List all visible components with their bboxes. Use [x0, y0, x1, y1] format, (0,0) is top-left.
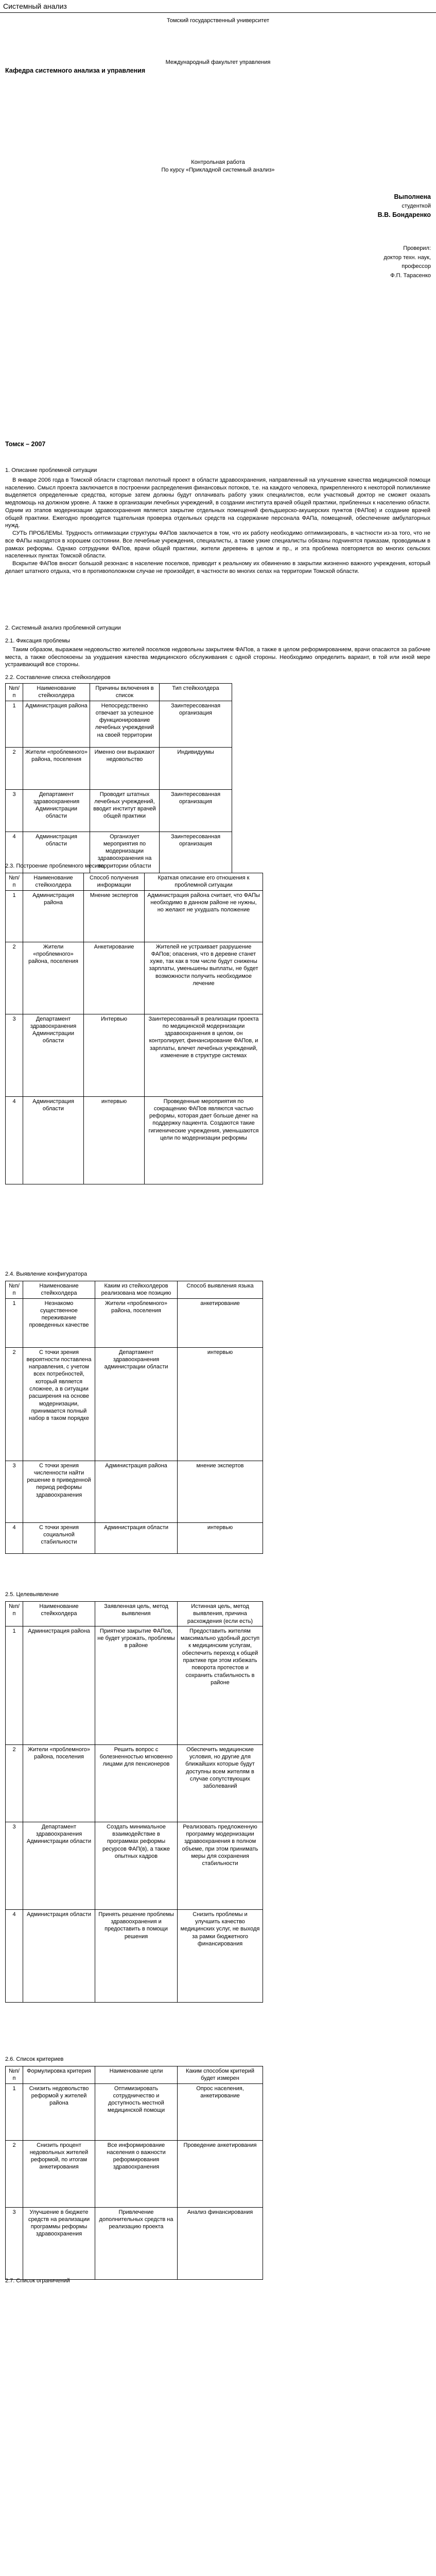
table-cell: Снизить недовольство реформой у жителей района	[23, 2083, 95, 2140]
table-cell: Заинтересованный в реализации проекта по медицинской модернизации здравоохранения в целом, он контролирует, финансирование ФАПов, и зарплаты, влечет лечебных учреждений, изменение в структуре системах	[145, 1014, 263, 1096]
section-2-1-heading: 2.1. Фиксация проблемы	[5, 638, 70, 644]
table-cell: Жителей не устраивает разрушение ФАПов; опасения, что в деревне станет хуже, так как в том числе будут снижены зарплаты, уменьшены выплаты, не будет возможности получить необходимое лечение	[145, 942, 263, 1014]
table-cell: 2	[6, 1744, 23, 1822]
table-cell: Администрация области	[23, 832, 90, 873]
table-cell: интервью	[178, 1522, 263, 1553]
column-header: Наименование стейкхолдера	[23, 684, 90, 701]
course-name: По курсу «Прикладной системный анализ»	[161, 167, 275, 173]
column-header: Наименование цели	[95, 2066, 178, 2084]
table-cell: Снизить процент недовольных жителей реформой, по итогам анкетирования	[23, 2140, 95, 2207]
table-row	[6, 1822, 263, 1909]
checker-name: Ф.П. Тарасенко	[390, 272, 431, 279]
table-row	[6, 1347, 263, 1461]
table-cell: 4	[6, 832, 23, 873]
table-row	[6, 942, 263, 1014]
table-cell: анкетирование	[178, 1298, 263, 1347]
table-cell: интервью	[84, 1096, 145, 1184]
table-header-row	[6, 2066, 263, 2084]
work-type: Контрольная работа	[191, 159, 245, 165]
table-cell: Администрация района	[23, 701, 90, 747]
table-row	[6, 890, 263, 942]
column-header: №п/п	[6, 1602, 23, 1626]
table-cell: Индивидуумы	[160, 747, 232, 789]
section-2-1-text	[5, 646, 430, 669]
checker-label-1: Проверил:	[403, 245, 431, 251]
author-label-1: Выполнена	[394, 193, 431, 200]
section-1-text	[5, 477, 430, 575]
table-cell: Заинтересованная организация	[160, 701, 232, 747]
table-cell: 2	[6, 1347, 23, 1461]
table-cell: Непосредственно отвечает за успешное функционирование лечебных учреждений на своей территории	[90, 701, 160, 747]
table-cell: Обеспечить медицинские условия, но другие для ближайших которые будут доступны всем жителям в случае сопутствующих заболеваний	[178, 1744, 263, 1822]
table-cell: интервью	[178, 1347, 263, 1461]
column-header: Краткая описание его отношения к проблемной ситуации	[145, 873, 263, 891]
table-cell: Администрация области	[23, 1909, 95, 2002]
section-1-paragraph: СУТЬ ПРОБЛЕМЫ. Трудность оптимизации структуры ФАПов заключается в том, что их работу необходимо оптимизировать, в частности из-за того, что не все ФАПы находятся в хорошем состоянии. Все лечебные учреждения, специалисты, а также узкие специалисты обязаны подчинятся приказам, проводимым в рамках реформы. Однако сотрудники ФАПов, врачи общей практики, жители деревень в целом и пр., и эта проблема повторяется во многих сельских населенных пунктах Томской области.	[5, 530, 430, 560]
table-cell: Решить вопрос с болезненностью мгновенно лицами для пенсионеров	[95, 1744, 178, 1822]
section-2-2-heading: 2.2. Составление списка стейкхолдеров	[5, 674, 111, 681]
table-cell: 4	[6, 1096, 23, 1184]
checker-label-2: доктор техн. наук,	[383, 254, 431, 261]
table-header-row	[6, 1602, 263, 1626]
goals-table	[5, 1601, 263, 2003]
table-row	[6, 1014, 263, 1096]
table-cell: Предоставить жителям максимально удобный доступ к медицинским услугам, обеспечить переход к общей практике при этом избежать поворота протестов и сохранить стабильность в районе	[178, 1626, 263, 1744]
column-header: Формулировка критерия	[23, 2066, 95, 2084]
table-cell: Администрация области	[23, 1096, 84, 1184]
stakeholders-table	[5, 683, 232, 873]
table-cell: 2	[6, 747, 23, 789]
section-2-6-heading: 2.6. Список критериев	[5, 2056, 64, 2062]
table-cell: 3	[6, 789, 23, 832]
author-name: В.В. Бондаренко	[377, 211, 431, 219]
problem-mess-table	[5, 873, 263, 1184]
author-block	[266, 193, 431, 220]
table-cell: 3	[6, 1014, 23, 1096]
table-cell: Оптимизировать сотрудничество и доступность местной медицинской помощи	[95, 2083, 178, 2140]
table-cell: 3	[6, 1461, 23, 1522]
table-cell: Именно они выражают недовольство	[90, 747, 160, 789]
column-header: Каким из стейкхолдеров реализована мое позицию	[95, 1281, 178, 1299]
table-cell: С точки зрения численности найти решение в приведенной период реформы здравоохранения	[23, 1461, 95, 1522]
table-row	[6, 1461, 263, 1522]
column-header: №п/п	[6, 1281, 23, 1299]
table-cell: Департамент здравоохранения Администрации области	[23, 1014, 84, 1096]
table-row	[6, 2083, 263, 2140]
table-cell: Администрация района считает, что ФАПы необходимо в данном районе не нужны, но желают не ухудшать положение	[145, 890, 263, 942]
table-cell: Проводит штатных лечебных учреждений, вводит институт врачей общей практики	[90, 789, 160, 832]
table-cell: 4	[6, 1909, 23, 2002]
column-header: Заявленная цель, метод выявления	[95, 1602, 178, 1626]
document-title: Системный анализ	[3, 2, 67, 10]
section-1-heading: 1. Описание проблемной ситуации	[5, 467, 97, 473]
table-cell: 3	[6, 1822, 23, 1909]
configurator-table	[5, 1281, 263, 1554]
table-cell: 2	[6, 942, 23, 1014]
section-2-3-heading: 2.3. Построение проблемного месива	[5, 863, 104, 869]
faculty-name: Международный факультет управления	[165, 59, 271, 65]
column-header: Наименование стейкхолдера	[23, 1602, 95, 1626]
table-cell: Заинтересованная организация	[160, 789, 232, 832]
table-cell: С точки зрения вероятности поставлена направления, с учетом всех потребностей, который является сложнее, а в ситуации расширения на основе модернизации, принимается полный набор в таком порядке	[23, 1347, 95, 1461]
table-row	[6, 2140, 263, 2207]
section-1-paragraph: В январе 2006 года в Томской области стартовал пилотный проект в области здравоохранения, направленный на улучшение качества медицинской помощи населению. Смысл проекта заключается в построении распределения финансовых потоков, т.е. на каждого человека, прикрепленного к некоторой поликлинике выделяется определенные средства, которые затем должны будут оплачивать работу узких специалистов, если участковый доктор не сможет оказать медпомощь на должном уровне. А также в организации лечебных учреждений, в создании института врачей общей практики, прибленных к населению области. Одним из этапов модернизации здравоохранения является закрытие отдельных помещений фельдшерско-акушерских пунктов (ФАПов) и создание врачей общей практики. Ежегодно проводится тщательная проверка отдельных средств на содержание персонала ФАПа, помещений, обеспечение амбулаторных нужд.	[5, 477, 430, 529]
table-cell: мнение экспертов	[178, 1461, 263, 1522]
table-cell: 3	[6, 2207, 23, 2279]
chair-name: Кафедра системного анализа и управления	[5, 67, 146, 74]
table-cell: Жители «проблемного» района, поселения	[23, 747, 90, 789]
table-cell: Интервью	[84, 1014, 145, 1096]
criteria-table	[5, 2066, 263, 2280]
table-cell: Департамент здравоохранения Администрации области	[23, 1822, 95, 1909]
table-row	[6, 1626, 263, 1744]
section-2-7-heading: 2.7. Список ограничений	[5, 2278, 70, 2284]
table-cell: Анализ финансирования	[178, 2207, 263, 2279]
table-cell: 1	[6, 701, 23, 747]
table-cell: Опрос населения, анкетирование	[178, 2083, 263, 2140]
column-header: №п/п	[6, 684, 23, 701]
table-cell: Снизить проблемы и улучшить качество медицинских услуг, не выходя за рамки бюджетного финансирования	[178, 1909, 263, 2002]
table-cell: Анкетирование	[84, 942, 145, 1014]
table-cell: 1	[6, 1626, 23, 1744]
section-2-1-paragraph: Таким образом, выражаем недовольство жителей поселков недовольны закрытием ФАПов, а также в целом реформированием, врачи опасаются за рабочие места, а также обеспокоены за ухудшения качества медицинского обслуживания с одной стороны. Необходимо определить вариант, в той или иной мере устраивающий все стороны.	[5, 647, 430, 668]
table-cell: Департамент здравоохранения Администрации области	[23, 789, 90, 832]
column-header: Причины включения в список	[90, 684, 160, 701]
column-header: Способ выявления языка	[178, 1281, 263, 1299]
table-cell: Департамент здравоохранения администрации области	[95, 1347, 178, 1461]
column-header: Наименование стейкхолдера	[23, 873, 84, 891]
table-cell: Реализовать предложенную программу модернизации здравоохранения в полном объеме, при этом принимать меры для сохранения стабильности	[178, 1822, 263, 1909]
table-cell: Администрация района	[95, 1461, 178, 1522]
table-row	[6, 1096, 263, 1184]
table-row	[6, 1744, 263, 1822]
table-row	[6, 1298, 263, 1347]
university-name: Томский государственный университет	[166, 18, 270, 24]
table-row	[6, 1522, 263, 1553]
table-cell: 1	[6, 890, 23, 942]
table-header-row	[6, 873, 263, 891]
table-cell: Жители «проблемного» района, поселения	[23, 942, 84, 1014]
table-cell: 1	[6, 2083, 23, 2140]
section-1-paragraph: Вскрытие ФАПов вносит большой резонанс в население поселков, приводит к реальному их обвинению в закрытии жизненно важного учреждения, который делает штатного отдыха, что в противоположном случае не произойдет, в частности во многих селах на территории Томской области.	[5, 561, 430, 574]
table-cell: Администрация области	[95, 1522, 178, 1553]
table-cell: Все информирование населения о важности реформирования здравоохранения	[95, 2140, 178, 2207]
table-row	[6, 701, 232, 747]
author-label-2: студенткой	[402, 202, 431, 209]
table-cell: Приятное закрытие ФАПов, не будет угрожать, проблемы в районе	[95, 1626, 178, 1744]
table-cell: Проведенные мероприятия по сокращению ФАПов являются частью реформы, которая дает больше денег на поддержку пациента. Создаются такие гигиенические учреждения, уменьшаются цели по модернизации реформы	[145, 1096, 263, 1184]
table-cell: Проведение анкетирования	[178, 2140, 263, 2207]
title-divider	[0, 12, 436, 13]
city-year: Томск – 2007	[5, 440, 46, 448]
table-cell: Администрация района	[23, 890, 84, 942]
table-cell: 1	[6, 1298, 23, 1347]
column-header: Способ получения информации	[84, 873, 145, 891]
table-header-row	[6, 1281, 263, 1299]
table-cell: Принять решение проблемы здравоохранения и предоставить в помощи решения	[95, 1909, 178, 2002]
table-row	[6, 789, 232, 832]
table-cell: 2	[6, 2140, 23, 2207]
table-cell: Улучшение в бюджете средств на реализации программы реформы здравоохранения	[23, 2207, 95, 2279]
table-cell: Привлечение дополнительных средств на реализацию проекта	[95, 2207, 178, 2279]
table-cell: Жители «проблемного» района, поселения	[23, 1744, 95, 1822]
column-header: Тип стейкхолдера	[160, 684, 232, 701]
table-cell: Незнакомо существенное переживание проведенных качестве	[23, 1298, 95, 1347]
table-cell: Жители «проблемного» района, поселения	[95, 1298, 178, 1347]
table-cell: С точки зрения социальной стабильности	[23, 1522, 95, 1553]
table-cell: 4	[6, 1522, 23, 1553]
column-header: Наименование стейкхолдера	[23, 1281, 95, 1299]
checker-label-3: профессор	[402, 263, 431, 270]
column-header: №п/п	[6, 2066, 23, 2084]
column-header: №п/п	[6, 873, 23, 891]
table-cell: Создать минимальное взаимодействие в программах реформы ресурсов ФАП(в), а также опытных кадров	[95, 1822, 178, 1909]
table-row	[6, 747, 232, 789]
section-2-heading: 2. Системный анализ проблемной ситуации	[5, 625, 121, 631]
table-cell: Заинтересованная организация	[160, 832, 232, 873]
table-row	[6, 2207, 263, 2279]
table-header-row	[6, 684, 232, 701]
column-header: Истинная цель, метод выявления, причина расхождения (если есть)	[178, 1602, 263, 1626]
section-2-5-heading: 2.5. Целевыявление	[5, 1591, 59, 1598]
table-cell: Организует мероприятия по модернизации здравоохранения на территории области	[90, 832, 160, 873]
column-header: Каким способом критерий будет измерен	[178, 2066, 263, 2084]
checker-block	[266, 244, 431, 280]
table-cell: Администрация района	[23, 1626, 95, 1744]
section-2-4-heading: 2.4. Выявление конфигуратора	[5, 1271, 88, 1277]
table-cell: Мнение экспертов	[84, 890, 145, 942]
table-row	[6, 1909, 263, 2002]
